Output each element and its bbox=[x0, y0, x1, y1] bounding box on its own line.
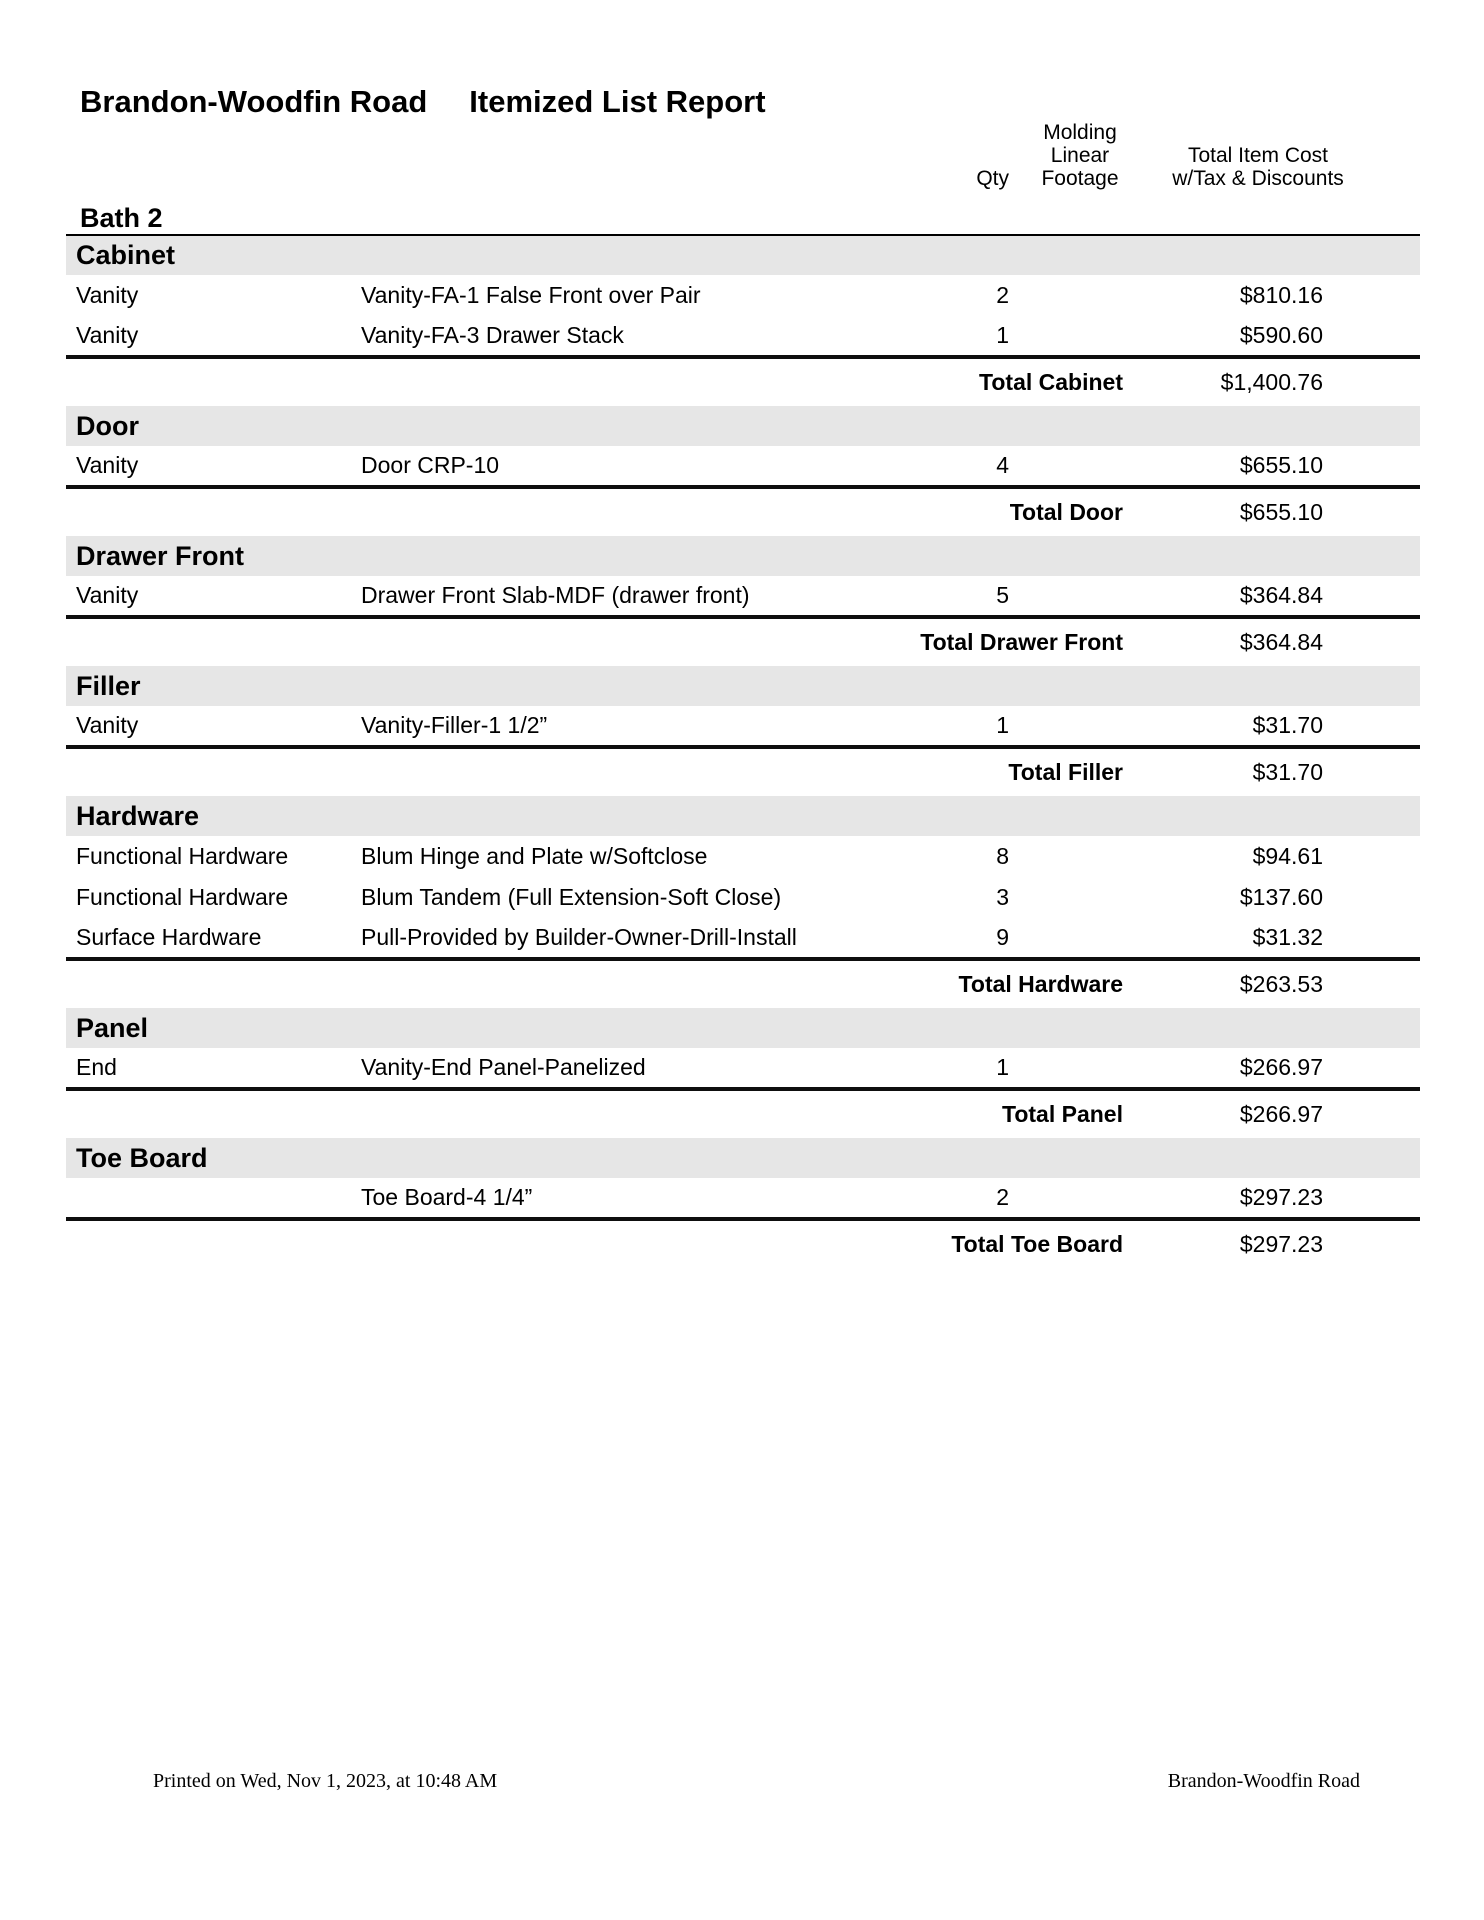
item-molding-footage bbox=[1010, 316, 1150, 357]
item-description: Vanity-FA-1 False Front over Pair bbox=[361, 282, 701, 308]
item-description: Drawer Front Slab-MDF (drawer front) bbox=[360, 576, 930, 617]
section-total-label: Total Cabinet bbox=[979, 369, 1123, 395]
item-qty: 3 bbox=[996, 884, 1009, 910]
section-title: Door bbox=[66, 406, 1420, 446]
item-price: $364.84 bbox=[1150, 576, 1420, 617]
footer-printed-on: Printed on Wed, Nov 1, 2023, at 10:48 AM bbox=[153, 1770, 498, 1792]
item-molding-footage bbox=[1010, 706, 1150, 747]
table-row bbox=[66, 446, 1420, 487]
item-price: $266.97 bbox=[1150, 1048, 1420, 1089]
section-header-row bbox=[66, 406, 1420, 446]
footer-project-name: Brandon-Woodfin Road bbox=[1167, 1770, 1360, 1792]
section-total-price: $297.23 bbox=[1239, 1231, 1323, 1257]
section-total-price: $1,400.76 bbox=[1220, 369, 1323, 395]
item-qty: 4 bbox=[930, 446, 1010, 487]
section-title: Cabinet bbox=[66, 235, 1420, 275]
item-molding-footage bbox=[1010, 877, 1150, 918]
section-total-price: $364.84 bbox=[1239, 629, 1323, 655]
section-total-price: $266.97 bbox=[1239, 1101, 1323, 1127]
item-qty: 1 bbox=[930, 316, 1010, 357]
item-price: $590.60 bbox=[1150, 316, 1420, 357]
section-total-label: Total Drawer Front bbox=[920, 629, 1123, 655]
item-qty: 1 bbox=[930, 706, 1010, 747]
table-row bbox=[66, 1178, 1420, 1219]
item-description: Vanity-End Panel-Panelized bbox=[360, 1048, 930, 1089]
item-price: $31.32 bbox=[1150, 918, 1420, 959]
item-molding-footage bbox=[1010, 275, 1150, 316]
item-qty: 1 bbox=[930, 1048, 1010, 1089]
table-row bbox=[66, 918, 1420, 959]
section-total-row bbox=[66, 487, 1420, 536]
item-description: Blum Hinge and Plate w/Softclose bbox=[361, 843, 708, 869]
report-titlebar bbox=[0, 0, 1484, 120]
section-total-price: $263.53 bbox=[1239, 971, 1323, 997]
section-total-row bbox=[66, 1089, 1420, 1138]
section-total-label: Total Hardware bbox=[958, 971, 1123, 997]
item-qty: 2 bbox=[930, 1178, 1010, 1219]
item-description: Toe Board-4 1/4” bbox=[360, 1178, 930, 1219]
item-molding-footage bbox=[1010, 918, 1150, 959]
section-header-row bbox=[66, 1008, 1420, 1048]
price-column-header: Total Item Cost w/Tax & Discounts bbox=[1150, 120, 1420, 235]
item-qty: 5 bbox=[930, 576, 1010, 617]
section-total-row bbox=[66, 959, 1420, 1008]
table-row bbox=[66, 275, 1420, 316]
item-price: $297.23 bbox=[1150, 1178, 1420, 1219]
table-row bbox=[66, 576, 1420, 617]
item-molding-footage bbox=[1010, 1178, 1150, 1219]
section-header-row bbox=[66, 1138, 1420, 1178]
item-molding-footage bbox=[1010, 1048, 1150, 1089]
item-description: Pull-Provided by Builder-Owner-Drill-Install bbox=[360, 918, 930, 959]
section-total-label: Total Door bbox=[1009, 499, 1123, 525]
item-category: Vanity bbox=[66, 706, 360, 747]
item-category: Vanity bbox=[66, 446, 360, 487]
item-molding-footage bbox=[1010, 576, 1150, 617]
item-price: $137.60 bbox=[1239, 884, 1323, 910]
section-total-row bbox=[66, 617, 1420, 666]
item-molding-footage bbox=[1010, 446, 1150, 487]
section-total-price: $655.10 bbox=[1239, 499, 1323, 525]
item-price: $94.61 bbox=[1252, 843, 1323, 869]
item-category: Functional Hardware bbox=[76, 884, 289, 910]
qty-column-header: Qty bbox=[930, 120, 1010, 235]
section-title: Filler bbox=[66, 666, 1420, 706]
section-title: Hardware bbox=[66, 796, 1420, 836]
section-total-row bbox=[66, 747, 1420, 796]
section-total-label: Total Toe Board bbox=[951, 1231, 1123, 1257]
section-total-label: Total Panel bbox=[1002, 1101, 1123, 1127]
item-description: Door CRP-10 bbox=[360, 446, 930, 487]
item-category: Vanity bbox=[76, 282, 139, 308]
table-row bbox=[66, 836, 1420, 877]
section-total-row bbox=[66, 357, 1420, 406]
section-header-row bbox=[66, 536, 1420, 576]
item-price: $810.16 bbox=[1239, 282, 1323, 308]
table-row bbox=[66, 1048, 1420, 1089]
project-title: Brandon-Woodfin Road bbox=[80, 84, 428, 119]
item-qty: 2 bbox=[996, 282, 1009, 308]
item-qty: 8 bbox=[996, 843, 1009, 869]
item-category: Surface Hardware bbox=[66, 918, 360, 959]
item-description: Vanity-Filler-1 1/2” bbox=[360, 706, 930, 747]
table-row bbox=[66, 316, 1420, 357]
table-row bbox=[66, 877, 1420, 918]
item-qty: 9 bbox=[930, 918, 1010, 959]
item-molding-footage bbox=[1010, 836, 1150, 877]
item-category: Functional Hardware bbox=[76, 843, 289, 869]
item-category bbox=[66, 1178, 360, 1219]
section-total-label: Total Filler bbox=[1008, 759, 1123, 785]
room-name: Bath 2 bbox=[66, 120, 930, 235]
section-header-row bbox=[66, 666, 1420, 706]
section-title: Drawer Front bbox=[66, 536, 1420, 576]
table-row bbox=[66, 706, 1420, 747]
column-header-row bbox=[66, 120, 1420, 235]
item-description: Vanity-FA-3 Drawer Stack bbox=[360, 316, 930, 357]
molding-column-header: Molding Linear Footage bbox=[1010, 120, 1150, 235]
item-price: $31.70 bbox=[1150, 706, 1420, 747]
item-category: Vanity bbox=[66, 316, 360, 357]
item-category: End bbox=[66, 1048, 360, 1089]
item-price: $655.10 bbox=[1150, 446, 1420, 487]
item-category: Vanity bbox=[66, 576, 360, 617]
itemized-table bbox=[66, 120, 1420, 1268]
section-header-row bbox=[66, 796, 1420, 836]
section-title: Toe Board bbox=[66, 1138, 1420, 1178]
section-total-row bbox=[66, 1219, 1420, 1268]
section-total-price: $31.70 bbox=[1252, 759, 1323, 785]
page-footer bbox=[153, 1770, 1360, 1793]
report-title: Itemized List Report bbox=[469, 84, 766, 119]
section-title: Panel bbox=[66, 1008, 1420, 1048]
item-description: Blum Tandem (Full Extension-Soft Close) bbox=[361, 884, 782, 910]
section-header-row bbox=[66, 235, 1420, 275]
